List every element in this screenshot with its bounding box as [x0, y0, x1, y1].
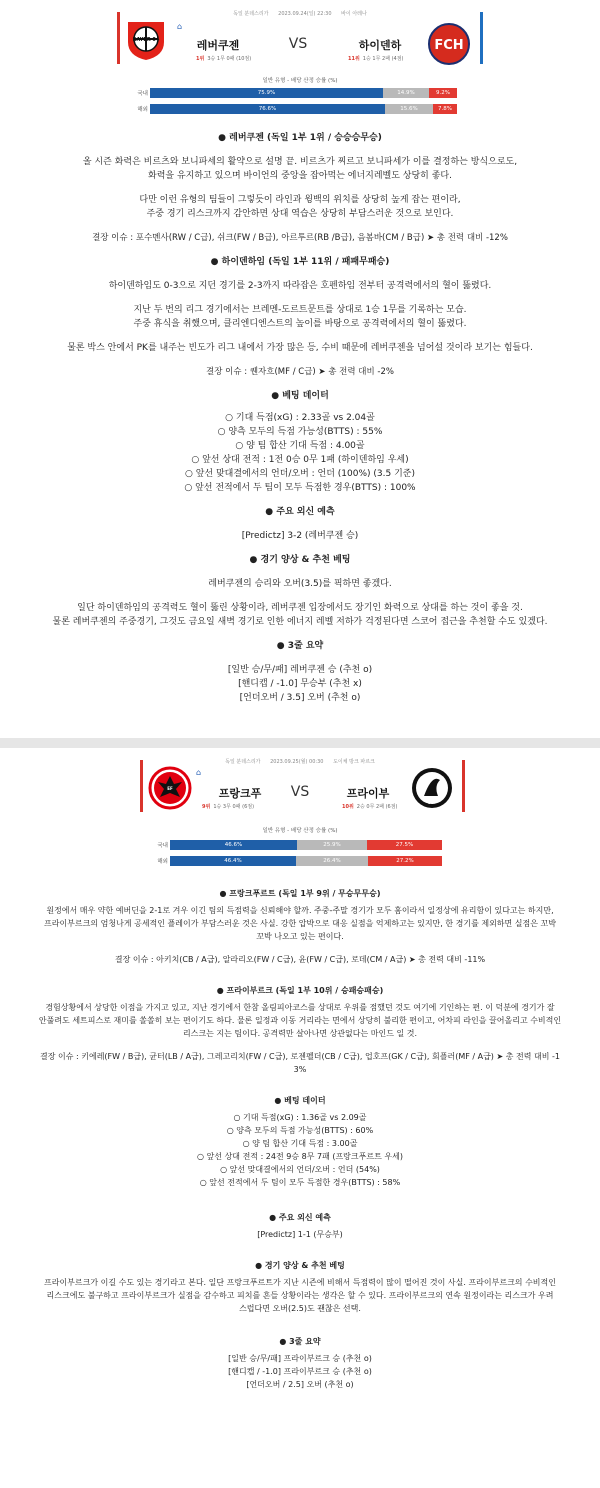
loss-pct-bar: 27.2%: [368, 856, 442, 866]
home-team-logo: [124, 18, 168, 62]
home-accent-bar: [117, 12, 120, 64]
paragraph-line: 물론 박스 안에서 PK를 내주는 빈도가 리그 내에서 가장 많은 등, 수비 때문에 레버쿠젠을 넘어설 것이라 보기는 힘들다.: [67, 343, 533, 353]
draw-pct-bar: 14.9%: [383, 88, 429, 98]
away-team-record: 10위 2승 0무 2패 (6점): [342, 804, 398, 810]
match-header: [0, 0, 600, 75]
home-team-record: 9위 1승 3무 0패 (6점): [202, 804, 255, 810]
win-pct-bar: 46.6%: [170, 840, 297, 850]
prediction: [Predictz] 1-1 (무승부): [257, 1230, 343, 1239]
odds-row-overseas: [137, 104, 457, 114]
betting-data-item: ○ 앞선 전적에서 두 팀이 모두 득점한 경우(BTTS) : 100%: [184, 483, 416, 493]
svg-text:BAYER 04: BAYER 04: [132, 37, 160, 43]
odds-row-domestic: [157, 840, 442, 850]
betting-data-item: ○ 앞선 전적에서 두 팀이 모두 득점한 경우(BTTS) : 58%: [199, 1178, 401, 1187]
paragraph-line: 경험상황에서 상당한 이점을 가지고 있고, 지난 경기에서 한참 올림피아코스를 상대로 우위를 점했던 것도 여기에 기인하는 편. 이 덕분에 경기가 잘: [45, 1003, 555, 1012]
paragraph-line: 하이덴하임도 0-3으로 지던 경기를 2-3까지 따라잡은 호펜하임 전부터 공격력에서의 혈이 뚫렸다.: [108, 281, 492, 291]
league-name: 독일 분데스리가: [233, 11, 269, 17]
venue: 바이 아레나: [341, 11, 367, 17]
paragraph-line: 일단 하이덴하임의 공격력도 혈이 뚫린 상황이라, 레버쿠젠 입장에서도 장기인 화력으로 상대를 하는 것이 좋을 것.: [77, 603, 523, 613]
summary-item: [핸디캡 / -1.0] 프라이부르크 승 (추천 o): [228, 1367, 372, 1376]
recommendation-heading: ● 경기 양상 & 추천 베팅: [249, 555, 351, 565]
odds-title: 일반 유형 - 배당 산정 승률 (%): [262, 78, 338, 84]
paragraph-line: 주중 휴식을 취했으며, 클리엔디엔스트의 높이를 바탕으로 공격력에서의 혈이 뚫렸다.: [133, 319, 467, 329]
summary-item: [일반 승/무/패] 레버쿠젠 승 (추천 o): [227, 665, 373, 675]
betting-data-item: ○ 앞선 맞대결에서의 언더/오버 : 언더 (100%) (3.5 기준): [185, 469, 415, 479]
home-team-record: 1위 3승 1무 0패 (10점): [196, 56, 252, 62]
svg-text:SCF: SCF: [428, 800, 436, 805]
loss-pct-bar: 27.5%: [367, 840, 442, 850]
recommendation-heading: ● 경기 양상 & 추천 베팅: [255, 1261, 345, 1270]
paragraph-line: 리스크는 지는 팀이다. 공격력만 살아나면 상관없다는 마인드 일 것.: [182, 1029, 418, 1038]
betting-data-item: ○ 앞선 맞대결에서의 언더/오버 : 언더 (54%): [220, 1165, 380, 1174]
paragraph-line: 꼬박 나오고 있는 편이다.: [256, 932, 344, 941]
home-team-heading: ● 레버쿠젠 (독일 1부 1위 / 승승승무승): [218, 133, 382, 143]
paragraph-line: 리스크에도 불구하고 프라이부르크가 실점을 감수하고 피치를 흔들 상황이라는 생각은 할 수 있다. 프라이부르크의 연속 원정이라는 리스크가 우려: [46, 1291, 554, 1300]
betting-data-item: ○ 앞선 상대 전적 : 1전 0승 0무 1패 (하이덴하임 우세): [191, 455, 409, 465]
away-team-logo: [410, 766, 454, 810]
paragraph-line: 주중 경기 리스크까지 감안하면 상대 역습은 상당히 부담스러운 것으로 보인다.: [146, 209, 454, 219]
vs-label: VS: [288, 36, 308, 52]
paragraph-line: 프라이부르크의 엄청나게 공세적인 플레이가 부담스러운 것은 사실. 강한 압박으로 대응 실점을 억제하고는 있지만, 한 경기를 제외하면 실점은 꼬박: [44, 919, 556, 928]
odds-row-label: 국내: [157, 843, 168, 849]
odds-row-overseas: [157, 856, 442, 866]
match-datetime: 2023.09.24(일) 22:30: [278, 11, 332, 17]
odds-row-domestic: [137, 88, 457, 98]
prediction: [Predictz] 3-2 (레버쿠젠 승): [241, 531, 359, 541]
prediction-heading: ● 주요 외신 예측: [265, 507, 335, 517]
away-accent-bar: [480, 12, 483, 64]
away-team-heading: ● 하이덴하임 (독일 1부 11위 / 패패무패승): [210, 257, 390, 267]
paragraph-line: 안풀려도 세트피스로 재미를 쏠쏠히 보는 편이기도 하다. 물론 일정과 이동 거리라는 면에서 상당히 불리한 편이고, 어차피 라인을 끌어올리고 수비적인: [38, 1016, 562, 1025]
away-team-name: 프라이부: [346, 787, 390, 800]
paragraph-line: 스럽다면 오버(2.5)도 괜찮은 선택.: [239, 1304, 361, 1313]
home-icon: ⌂: [196, 768, 202, 777]
betting-data-heading: ● 베팅 데이터: [274, 1096, 326, 1105]
away-team-logo: [427, 22, 471, 66]
match-info: [0, 10, 600, 17]
loss-pct-bar: 9.2%: [429, 88, 457, 98]
betting-data-item: ○ 기대 득점(xG) : 1.36골 vs 2.09골: [233, 1113, 367, 1122]
card-separator: [0, 738, 600, 748]
draw-pct-bar: 15.6%: [385, 104, 433, 114]
odds-row-label: 해외: [137, 107, 148, 113]
draw-pct-bar: 26.4%: [296, 856, 368, 866]
odds-title: 일반 유형 - 배당 산정 승률 (%): [262, 828, 338, 834]
betting-data-heading: ● 베팅 데이터: [271, 391, 329, 401]
away-team-name: 하이덴하: [358, 39, 402, 52]
betting-data-item: ○ 앞선 상대 전적 : 24전 9승 8무 7패 (프랑크푸르트 우세): [197, 1152, 403, 1161]
absence-info: 결장 이슈 : 키에레(FW / B급), 균터(LB / A급), 그레고리치(FW / C급), 로젠펠더(CB / C급), 업호프(GK / C급), 회플러(MF / A급) ➤ 총 전력 대비 -1: [40, 1052, 560, 1061]
absence-info: 결장 이슈 : 아키치(CB / A급), 알라리오(FW / C급), 윤(FW / C급), 로데(CM / A급) ➤ 총 전력 대비 -11%: [114, 955, 486, 964]
vs-label: VS: [290, 784, 310, 800]
match-datetime: 2023.09.25(월) 00:30: [270, 759, 324, 765]
loss-pct-bar: 7.8%: [433, 104, 457, 114]
win-pct-bar: 75.9%: [150, 88, 383, 98]
absence-info: 3%: [293, 1065, 307, 1074]
away-team-heading: ● 프라이부르크 (독일 1부 10위 / 승패승패승): [216, 986, 384, 995]
match-card-1: [0, 0, 600, 738]
absence-info: 결장 이슈 : 포수멘사(RW / C급), 쉬크(FW / B급), 아르투르(RB /B급), 음봄바(CM / B급) ➤ 총 전력 대비 -12%: [92, 233, 508, 243]
paragraph-line: 레버쿠젠의 승리와 오버(3.5)를 픽하면 좋겠다.: [208, 579, 392, 589]
away-team-record: 11위 1승 1무 2패 (4점): [348, 56, 404, 62]
home-team-logo: [148, 766, 192, 810]
summary-item: [언더오버 / 3.5] 오버 (추천 o): [239, 693, 361, 703]
analysis-body: [0, 131, 600, 705]
betting-data-item: ○ 기대 득점(xG) : 2.33골 vs 2.04골: [225, 413, 375, 423]
home-accent-bar: [140, 760, 143, 812]
draw-pct-bar: 25.9%: [297, 840, 367, 850]
odds-row-label: 해외: [157, 859, 168, 865]
svg-text:FCH: FCH: [434, 38, 464, 53]
home-icon: ⌂: [177, 22, 183, 31]
paragraph-line: 올 시즌 화력은 비르츠와 보니파세의 활약으로 설명 끝. 비르츠가 찌르고 보니파세가 이를 결정하는 방식으로도,: [82, 157, 518, 167]
summary-heading: ● 3줄 요약: [276, 641, 324, 651]
match-info: [0, 758, 600, 765]
summary-item: [일반 승/무/패] 프라이부르크 승 (추천 o): [228, 1354, 372, 1363]
venue: 도이체 방크 파르크: [333, 759, 375, 765]
paragraph-line: 원정에서 매우 약한 예버딘을 2-1로 겨우 이긴 팀의 득점력을 신뢰해야 할까. 주중-주말 경기가 모두 홈이라서 일정상에 유리함이 있다고는 하지만,: [46, 906, 554, 915]
paragraph-line: 다만 이런 유형의 팀들이 그렇듯이 라인과 윙백의 위치를 상당히 높게 잡는 편이라,: [139, 195, 461, 205]
paragraph-line: 물론 레버쿠젠의 주중경기, 그것도 금요일 새벽 경기로 인한 에너지 레벨 저하가 걱정된다면 스코어 접근을 추천할 수도 있겠다.: [52, 617, 548, 627]
odds-row-label: 국내: [137, 91, 148, 97]
absence-info: 결장 이슈 : 퀜자흐(MF / C급) ➤ 총 전력 대비 -2%: [206, 367, 394, 377]
win-pct-bar: 76.6%: [150, 104, 385, 114]
paragraph-line: 화력을 유지하고 있으며 바이언의 중앙을 잡아먹는 에너지레벨도 상당히 좋다.: [148, 171, 452, 181]
win-pct-bar: 46.4%: [170, 856, 296, 866]
away-accent-bar: [462, 760, 465, 812]
paragraph-line: 지난 두 번의 리그 경기에서는 브레멘-도르트문트를 상대로 1승 1무를 기록하는 모습.: [133, 305, 467, 315]
betting-data-item: ○ 양측 모두의 득점 가능성(BTTS) : 55%: [217, 427, 383, 437]
summary-item: [핸디캡 / -1.0] 무승부 (추천 x): [238, 679, 362, 689]
match-card-2: [0, 748, 600, 1488]
league-name: 독일 분데스리가: [225, 759, 261, 765]
match-header: [0, 748, 600, 823]
betting-data-item: ○ 양 팀 합산 기대 득점 : 4.00골: [235, 441, 365, 451]
home-team-name: 레버쿠젠: [196, 39, 240, 52]
betting-data-item: ○ 양 팀 합산 기대 득점 : 3.00골: [242, 1139, 358, 1148]
summary-item: [언더오버 / 2.5] 오버 (추천 o): [246, 1380, 354, 1389]
prediction-heading: ● 주요 외신 예측: [269, 1213, 331, 1222]
analysis-body: [0, 887, 600, 1391]
summary-heading: ● 3줄 요약: [279, 1337, 321, 1346]
betting-data-item: ○ 양측 모두의 득점 가능성(BTTS) : 60%: [226, 1126, 374, 1135]
home-team-name: 프랑크푸: [218, 787, 262, 800]
home-team-heading: ● 프랑크푸르트 (독일 1부 9위 / 무승무무승): [219, 889, 381, 898]
svg-text:EF: EF: [167, 786, 173, 791]
paragraph-line: 프라이부르크가 이길 수도 있는 경기라고 본다. 일단 프랑크푸르트가 지난 시즌에 비해서 득점력이 많이 떨어진 것이 사실. 프라이부르크의 수비적인: [44, 1278, 556, 1287]
